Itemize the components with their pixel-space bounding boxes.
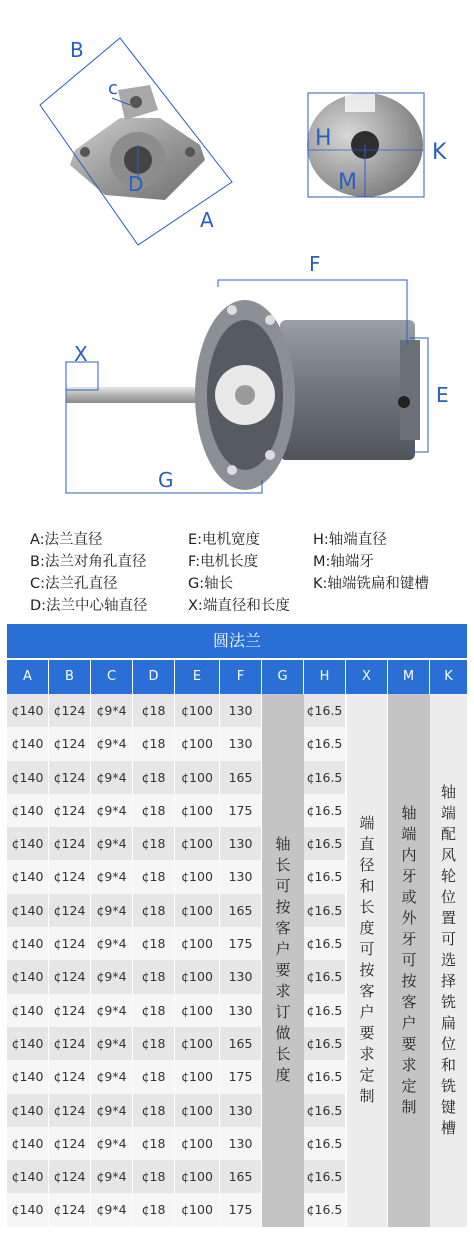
dim-label-c: c [108,78,118,99]
table-cell: ¢16.5 [304,761,346,794]
table-cell: ¢18 [133,1193,175,1226]
table-cell: ¢100 [175,1193,220,1226]
table-cell: 175 [220,1193,262,1226]
table-cell: ¢9*4 [91,1060,133,1093]
table-cell: ¢16.5 [304,960,346,993]
table-cell: ¢140 [7,894,49,927]
table-cell: ¢9*4 [91,1160,133,1193]
table-cell: 130 [220,994,262,1027]
legend-row [30,572,470,594]
table-cell: ¢9*4 [91,794,133,827]
legend-item [313,594,470,616]
table-cell: ¢9*4 [91,1027,133,1060]
dim-label-h: H [315,126,332,151]
table-cell: 165 [220,761,262,794]
table-cell: ¢100 [175,1027,220,1060]
table-cell: ¢18 [133,927,175,960]
table-cell: ¢140 [7,761,49,794]
table-cell: ¢16.5 [304,727,346,760]
column-header: B [49,660,91,694]
table-cell: ¢140 [7,1060,49,1093]
table-cell: ¢140 [7,1193,49,1226]
dim-label-x: X [74,342,88,366]
table-cell: ¢9*4 [91,1127,133,1160]
dim-label-k: K [432,140,447,165]
dim-label-m: M [338,170,357,195]
table-cell: ¢100 [175,1060,220,1093]
table-cell: ¢140 [7,1160,49,1193]
table-cell: 130 [220,727,262,760]
table-cell: ¢18 [133,1127,175,1160]
table-cell: ¢124 [49,761,91,794]
table-cell: ¢124 [49,1193,91,1226]
table-cell: ¢18 [133,860,175,893]
merged-note-x [346,694,388,1227]
note-x-text: 端直径和长度可按客户要求定制 [359,814,375,1106]
table-cell: ¢9*4 [91,860,133,893]
table-cell: ¢18 [133,894,175,927]
table-cell: ¢100 [175,927,220,960]
table-cell: ¢100 [175,860,220,893]
dim-label-a: A [200,208,214,232]
column-header: K [444,669,453,684]
table-cell: ¢16.5 [304,1094,346,1127]
table-cell: ¢18 [133,1094,175,1127]
table-cell: ¢18 [133,960,175,993]
dim-label-f: F [309,252,321,276]
dim-label-g: G [158,468,174,492]
table-cell: 130 [220,694,262,727]
table-cell: ¢124 [49,960,91,993]
table-cell: ¢9*4 [91,927,133,960]
table-cell: ¢16.5 [304,1193,346,1226]
table-cell: 130 [220,1127,262,1160]
dim-label-b: B [70,38,84,62]
table-cell: ¢100 [175,727,220,760]
table-cell: ¢124 [49,894,91,927]
table-cell: ¢18 [133,694,175,727]
legend-row [30,550,470,572]
table-cell: ¢18 [133,727,175,760]
table-cell: ¢9*4 [91,894,133,927]
table-header-row [7,660,467,694]
table-cell: ¢18 [133,1160,175,1193]
table-cell: ¢16.5 [304,894,346,927]
table-cell: ¢140 [7,1027,49,1060]
table-cell: ¢9*4 [91,827,133,860]
table-cell: ¢100 [175,694,220,727]
table-cell: ¢9*4 [91,1094,133,1127]
table-cell: ¢140 [7,727,49,760]
table-cell: ¢124 [49,927,91,960]
legend-item: A:法兰直径 [30,532,103,548]
table-cell: ¢16.5 [304,1127,346,1160]
note-g-text: 轴长可按客户要求订做长度 [275,835,291,1085]
table-cell: ¢16.5 [304,794,346,827]
table-cell: ¢140 [7,1094,49,1127]
table-cell: ¢18 [133,794,175,827]
table-cell: ¢100 [175,894,220,927]
column-header: G [262,660,304,694]
table-cell: 130 [220,827,262,860]
table-body [7,694,467,1227]
table-cell: ¢16.5 [304,927,346,960]
table-title: 圆法兰 [7,624,467,660]
legend-item: F:电机长度 [188,554,259,570]
legend-item: K:轴端铣扁和键槽 [313,576,429,592]
spec-table [7,624,467,1227]
table-cell: 130 [220,960,262,993]
table-cell: ¢16.5 [304,1060,346,1093]
column-header: X [346,660,388,694]
column-header: A [7,660,49,694]
table-cell: ¢100 [175,1160,220,1193]
table-cell: ¢100 [175,994,220,1027]
column-header: C [91,660,133,694]
table-cell: ¢100 [175,827,220,860]
merged-note-m [388,694,430,1227]
table-cell: ¢16.5 [304,1160,346,1193]
table-cell: ¢124 [49,827,91,860]
table-cell: ¢18 [133,761,175,794]
dim-label-e: E [436,383,449,407]
table-cell: ¢18 [133,994,175,1027]
column-header: E [175,660,220,694]
table-cell: ¢124 [49,1027,91,1060]
table-cell: ¢140 [7,860,49,893]
table-cell: 165 [220,1160,262,1193]
legend-item: D:法兰中心轴直径 [30,598,148,614]
legend-row [30,528,470,550]
table-cell: ¢16.5 [304,694,346,727]
table-cell: ¢124 [49,1160,91,1193]
table-cell: ¢124 [49,727,91,760]
legend-item: X:端直径和长度 [188,598,290,614]
legend-item: G:轴长 [188,576,234,592]
column-header: M [388,660,430,694]
table-cell: ¢9*4 [91,727,133,760]
table-cell: 165 [220,894,262,927]
table-cell: ¢9*4 [91,994,133,1027]
column-header: D [133,660,175,694]
table-cell: ¢124 [49,860,91,893]
table-cell: 175 [220,1060,262,1093]
table-cell: 130 [220,1094,262,1127]
table-cell: ¢100 [175,761,220,794]
table-cell: ¢124 [49,1060,91,1093]
table-cell: ¢124 [49,994,91,1027]
table-cell: ¢124 [49,1094,91,1127]
table-cell: ¢140 [7,794,49,827]
table-cell: ¢18 [133,1027,175,1060]
note-k-text: 轴端配风轮位置可选择铣扁位和铣键槽 [440,782,456,1137]
table-cell: ¢9*4 [91,761,133,794]
table-cell: ¢100 [175,1094,220,1127]
table-cell: ¢16.5 [304,860,346,893]
column-header: H [304,660,346,694]
merged-note-g [262,694,304,1227]
merged-note-k [430,694,467,1227]
column-header: F [220,660,262,694]
table-cell: 165 [220,1027,262,1060]
legend-item: C:法兰孔直径 [30,576,118,592]
table-cell: ¢18 [133,1060,175,1093]
dim-label-d: D [128,172,144,196]
table-cell: ¢140 [7,960,49,993]
legend-item: B:法兰对角孔直径 [30,554,147,570]
table-cell: ¢124 [49,694,91,727]
table-cell: ¢16.5 [304,1027,346,1060]
motor-image [66,300,420,490]
table-cell: ¢140 [7,694,49,727]
note-m-text: 轴端内牙或外牙可按客户要求定制 [401,803,417,1116]
table-cell: ¢140 [7,927,49,960]
table-cell: ¢9*4 [91,960,133,993]
table-cell: ¢124 [49,1127,91,1160]
dimension-legend [30,528,470,616]
table-cell: ¢100 [175,1127,220,1160]
table-cell: ¢140 [7,994,49,1027]
table-cell: ¢9*4 [91,694,133,727]
table-cell: ¢18 [133,827,175,860]
motor-illustrations [0,0,474,520]
legend-item: E:电机宽度 [188,532,261,548]
table-cell: ¢140 [7,1127,49,1160]
table-cell: ¢100 [175,960,220,993]
table-cell: ¢9*4 [91,1193,133,1226]
legend-item: M:轴端牙 [313,554,374,570]
legend-row [30,594,470,616]
legend-item: H:轴端直径 [313,532,387,548]
table-cell: ¢16.5 [304,994,346,1027]
table-cell: ¢100 [175,794,220,827]
table-cell: ¢140 [7,827,49,860]
table-cell: ¢124 [49,794,91,827]
table-cell: 130 [220,860,262,893]
table-cell: 175 [220,927,262,960]
table-cell: 175 [220,794,262,827]
table-cell: ¢16.5 [304,827,346,860]
